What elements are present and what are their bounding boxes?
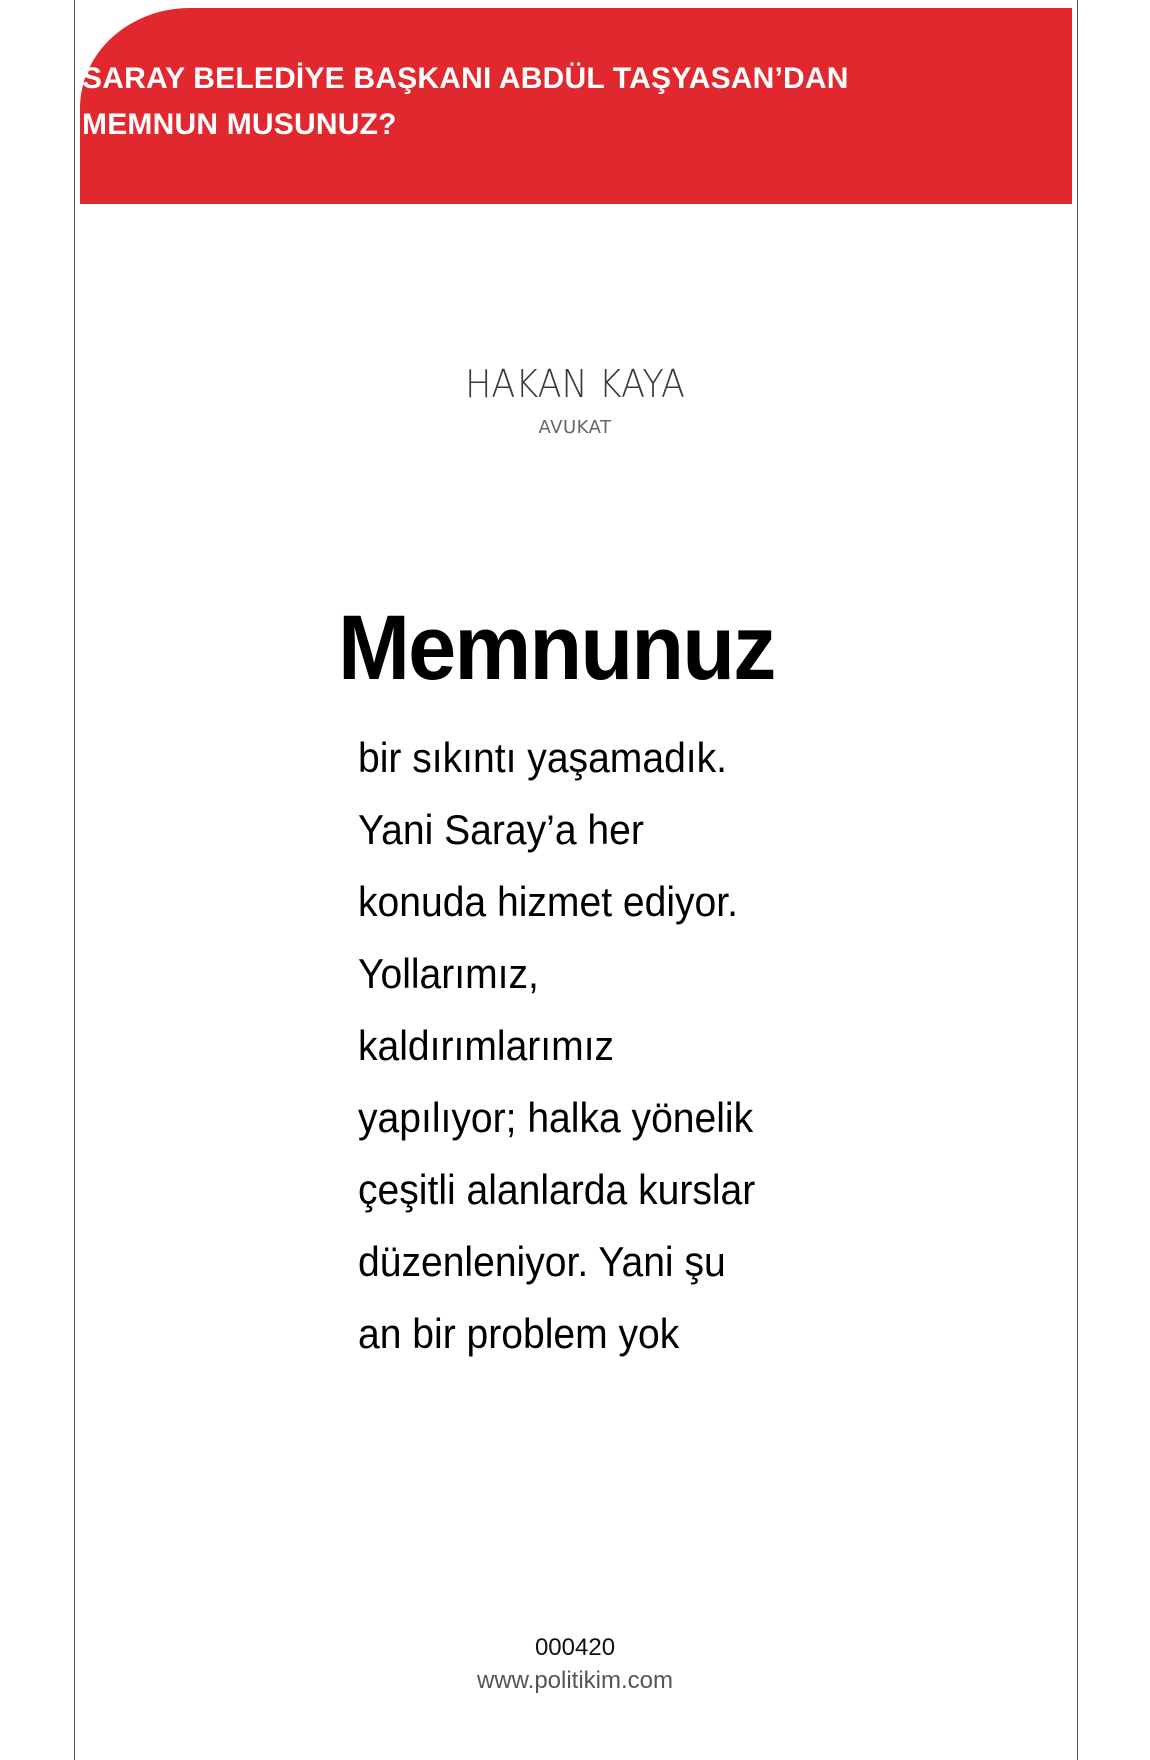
quote-line: konuda hizmet ediyor. [358,878,738,925]
quote-line: kaldırımlarımız [358,1022,615,1069]
author-title: AVUKAT [538,417,612,438]
footer-id: 000420 [534,1634,616,1661]
page-border-right [1077,0,1078,1760]
quote-line: an bir problem yok [358,1310,680,1357]
header-title-line-1: SARAY BELEDİYE BAŞKANI ABDÜL TAŞYASAN’DAN [82,62,849,95]
page-border-left [74,0,75,1760]
quote-heading: Memnunuz [338,597,775,699]
header-title [82,56,982,148]
quote-line: düzenleniyor. Yani şu [358,1238,726,1285]
quote-line: bir sıkıntı yaşamadık. [358,734,728,781]
quote-line: yapılıyor; halka yönelik [358,1094,754,1141]
quote-body [358,722,878,1370]
footer-site-link[interactable]: www.politikim.com [476,1667,674,1694]
quote-line: çeşitli alanlarda kurslar [358,1166,756,1213]
quote-line: Yani Saray’a her [358,806,644,853]
header-title-line-2: MEMNUN MUSUNUZ? [82,108,397,141]
quote-line: Yollarımız, [358,950,539,997]
author-name: HAKAN KAYA [465,362,685,406]
